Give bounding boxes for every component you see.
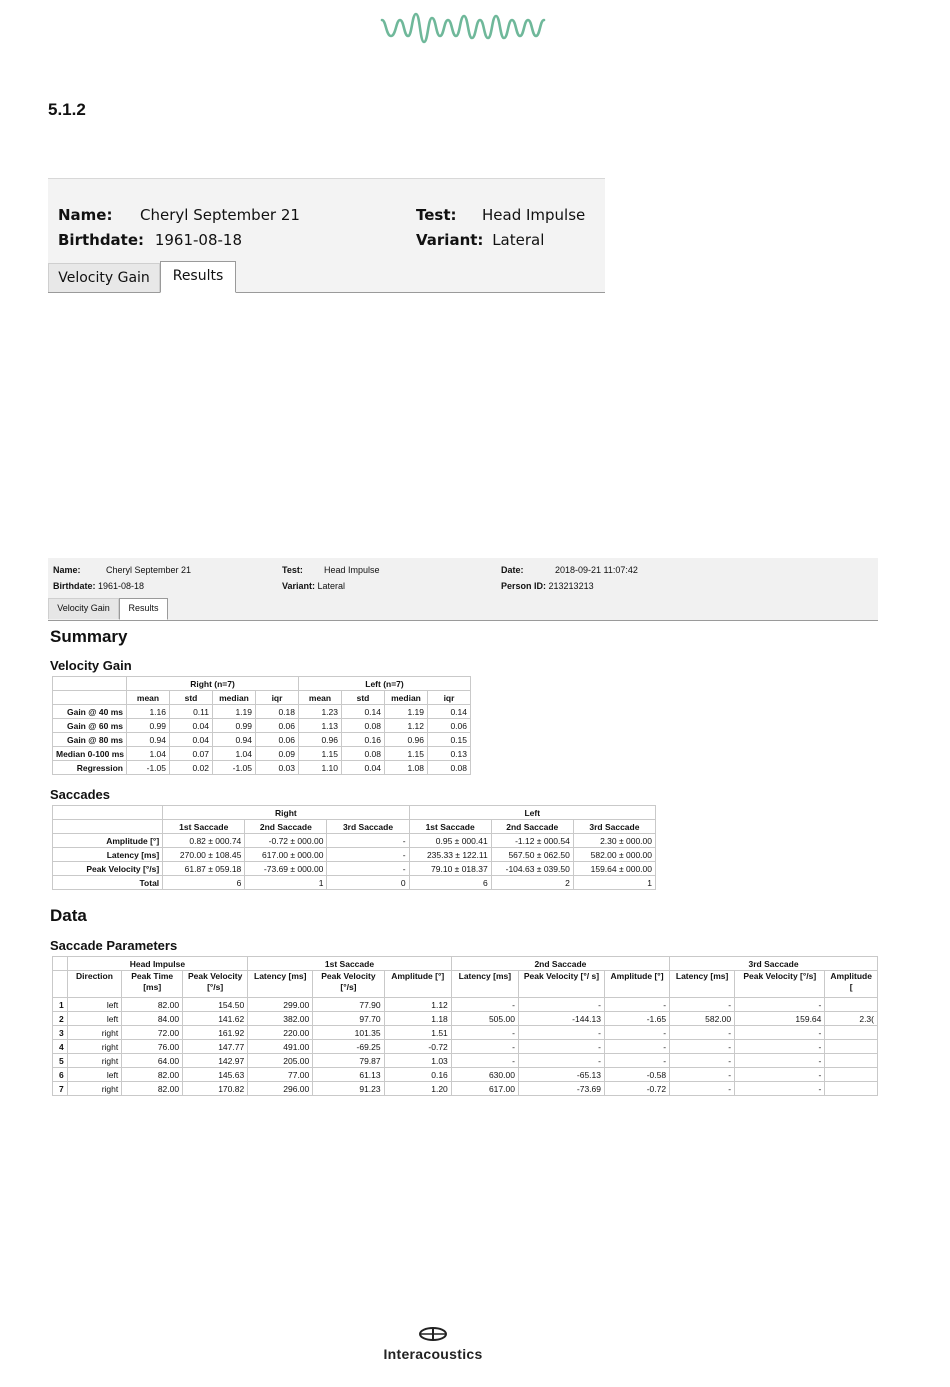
table-cell: - [735,998,825,1012]
table-cell: 270.00 ± 108.45 [163,848,245,862]
row-label: Gain @ 80 ms [53,733,127,747]
table-cell: 1.08 [385,761,428,775]
report-person-id-value: 213213213 [548,581,594,591]
table-cell: 491.00 [248,1040,313,1054]
table-cell: -73.69 [518,1082,604,1096]
column-header: mean [299,691,342,705]
table-cell: 1.19 [213,705,256,719]
table-cell: 0.07 [170,747,213,761]
table-cell: 0.94 [213,733,256,747]
table-cell: - [451,1026,518,1040]
table-cell [825,998,878,1012]
column-header: Latency [ms] [451,971,518,998]
waveform-logo-icon [380,8,546,44]
table-row [53,862,656,876]
table-row [53,705,471,719]
row-label: Peak Velocity [°/s] [53,862,163,876]
table-cell: 1.15 [299,747,342,761]
table-cell: 0.14 [428,705,471,719]
table-cell: 630.00 [451,1068,518,1082]
table-cell: 0.04 [342,761,385,775]
column-header: std [170,691,213,705]
section-number: 5.1.2 [48,100,86,119]
table-cell: 161.92 [183,1026,248,1040]
report-test-value: Head Impulse [324,565,380,575]
table-cell: 6 [163,876,245,890]
group-header: Head Impulse [67,957,248,971]
report-name-value: Cheryl September 21 [106,565,192,575]
group-header: 2nd Saccade [451,957,669,971]
table-cell: 145.63 [183,1068,248,1082]
group-header: 1st Saccade [248,957,452,971]
table-cell: 72.00 [122,1026,183,1040]
table-cell: -0.72 [605,1082,670,1096]
table-cell: - [327,862,409,876]
table-cell: 0.08 [342,747,385,761]
table-cell: - [518,1054,604,1068]
table-cell: 141.62 [183,1012,248,1026]
table-cell [825,1054,878,1068]
table-cell: right [67,1026,122,1040]
table-cell: 0.08 [342,719,385,733]
table-cell: 0 [327,876,409,890]
group-header: Right (n=7) [127,677,299,691]
name-value: Cheryl September 21 [140,206,300,224]
variant-label: Variant: [416,231,484,249]
table-cell: 299.00 [248,998,313,1012]
table-cell: 0.11 [170,705,213,719]
report-date-label: Date: [501,565,524,575]
report-variant-label: Variant: [282,581,316,591]
table-cell: 154.50 [183,998,248,1012]
table-cell: 91.23 [313,1082,384,1096]
table-cell: 205.00 [248,1054,313,1068]
table-cell: 61.13 [313,1068,384,1082]
table-cell: 76.00 [122,1040,183,1054]
table-cell: 159.64 [735,1012,825,1026]
table-cell: 1.03 [384,1054,451,1068]
patient-header-panel [48,178,605,293]
corner-cell [53,806,163,820]
table-cell: 1.13 [299,719,342,733]
report-test-label: Test: [282,565,303,575]
corner-cell [53,820,163,834]
row-number: 6 [53,1068,68,1082]
table-cell: - [451,998,518,1012]
table-cell: right [67,1054,122,1068]
column-header: 3rd Saccade [327,820,409,834]
table-cell: 77.90 [313,998,384,1012]
table-cell: 0.09 [256,747,299,761]
table-cell: 1.20 [384,1082,451,1096]
table-cell [825,1040,878,1054]
group-header: Left [409,806,655,820]
table-cell: 617.00 ± 000.00 [245,848,327,862]
table-cell: 64.00 [122,1054,183,1068]
table-cell: -1.65 [605,1012,670,1026]
table-cell: 79.10 ± 018.37 [409,862,491,876]
table-cell: 1.23 [299,705,342,719]
row-number: 5 [53,1054,68,1068]
data-title: Data [50,906,87,925]
row-label: Total [53,876,163,890]
table-cell: -144.13 [518,1012,604,1026]
table-row [53,876,656,890]
table-cell: left [67,998,122,1012]
table-cell: - [518,998,604,1012]
column-header: 1st Saccade [409,820,491,834]
group-header: 3rd Saccade [670,957,878,971]
table-cell: - [327,848,409,862]
table-row [53,747,471,761]
saccades-title: Saccades [50,787,110,802]
column-header: 3rd Saccade [573,820,655,834]
table-cell: 0.03 [256,761,299,775]
column-header: Peak Velocity [°/s] [735,971,825,998]
table-cell: 2.3( [825,1012,878,1026]
saccade-parameters-table [52,956,878,1096]
interacoustics-logo-icon [418,1327,448,1341]
table-cell: 1 [245,876,327,890]
table-row [53,761,471,775]
test-value: Head Impulse [482,206,586,224]
column-header: Latency [ms] [248,971,313,998]
table-cell: 0.99 [213,719,256,733]
table-cell: 0.16 [384,1068,451,1082]
table-cell: - [735,1026,825,1040]
column-header: iqr [428,691,471,705]
table-cell: 1.12 [385,719,428,733]
table-cell: 101.35 [313,1026,384,1040]
table-cell: -0.72 ± 000.00 [245,834,327,848]
table-row [53,1012,878,1026]
table-cell: 505.00 [451,1012,518,1026]
table-cell: 567.50 ± 062.50 [491,848,573,862]
table-row [53,848,656,862]
velocity-gain-title: Velocity Gain [50,658,132,673]
table-cell: - [451,1040,518,1054]
table-cell: 582.00 ± 000.00 [573,848,655,862]
velocity-gain-table [52,676,471,775]
group-header: Right [163,806,409,820]
report-birthdate-value: 1961-08-18 [98,581,145,591]
row-label: Regression [53,761,127,775]
table-row [53,1082,878,1096]
name-label: Name: [58,206,113,224]
row-number: 1 [53,998,68,1012]
table-cell: 1.16 [127,705,170,719]
table-cell: - [670,1040,735,1054]
column-header: Direction [67,971,122,998]
table-cell: - [735,1040,825,1054]
table-cell: 0.06 [428,719,471,733]
table-cell: - [670,998,735,1012]
table-row [53,719,471,733]
table-row [53,1068,878,1082]
table-cell: 0.08 [428,761,471,775]
table-cell: - [670,1054,735,1068]
table-cell: 0.95 ± 000.41 [409,834,491,848]
report-birthdate-label: Birthdate: [53,581,96,591]
table-cell: - [605,998,670,1012]
column-header: Peak Velocity [°/s] [183,971,248,998]
table-cell: 0.04 [170,733,213,747]
column-header: Peak Velocity [°/ s] [518,971,604,998]
table-cell: 0.13 [428,747,471,761]
report-tab-velocity-gain[interactable]: Velocity Gain [48,598,119,619]
table-cell: - [518,1040,604,1054]
report-variant-value: Lateral [317,581,346,591]
table-cell: - [605,1054,670,1068]
corner-cell [53,691,127,705]
table-cell: 6 [409,876,491,890]
test-label: Test: [416,206,457,224]
column-header: Peak Time [ms] [122,971,183,998]
table-cell: - [451,1054,518,1068]
table-cell: 1.04 [213,747,256,761]
table-cell: -104.63 ± 039.50 [491,862,573,876]
footer-brand-name: Interacoustics [383,1346,483,1362]
table-cell: 0.04 [170,719,213,733]
column-header: 2nd Saccade [491,820,573,834]
table-cell: 0.15 [428,733,471,747]
results-report [48,558,878,1098]
row-label: Median 0-100 ms [53,747,127,761]
table-cell: 84.00 [122,1012,183,1026]
table-cell: 617.00 [451,1082,518,1096]
table-cell: -1.05 [127,761,170,775]
corner-cell [53,957,68,971]
variant-value: Lateral [492,231,545,249]
corner-cell [53,971,68,998]
table-cell: 0.96 [299,733,342,747]
table-cell: 0.06 [256,719,299,733]
column-header: Latency [ms] [670,971,735,998]
table-cell: -0.72 [384,1040,451,1054]
table-cell: 0.16 [342,733,385,747]
table-cell: 0.02 [170,761,213,775]
row-label: Gain @ 40 ms [53,705,127,719]
table-cell: - [735,1082,825,1096]
table-cell: 82.00 [122,1082,183,1096]
table-cell: 382.00 [248,1012,313,1026]
table-cell: 220.00 [248,1026,313,1040]
table-cell: - [670,1026,735,1040]
summary-title: Summary [50,627,128,646]
column-header: Amplitude [ [825,971,878,998]
table-cell: 79.87 [313,1054,384,1068]
group-header: Left (n=7) [299,677,471,691]
row-number: 7 [53,1082,68,1096]
table-cell: 1.15 [385,747,428,761]
row-number: 3 [53,1026,68,1040]
column-header: median [213,691,256,705]
table-cell: 296.00 [248,1082,313,1096]
table-cell: 0.06 [256,733,299,747]
table-row [53,1040,878,1054]
column-header: Amplitude [°] [384,971,451,998]
corner-cell [53,677,127,691]
table-cell: 235.33 ± 122.11 [409,848,491,862]
table-cell: 77.00 [248,1068,313,1082]
saccade-parameters-title: Saccade Parameters [50,938,178,953]
column-header: 2nd Saccade [245,820,327,834]
table-cell: 0.18 [256,705,299,719]
table-cell: left [67,1012,122,1026]
table-cell: -69.25 [313,1040,384,1054]
tab-bar [48,261,605,293]
table-cell: - [735,1068,825,1082]
column-header: mean [127,691,170,705]
table-cell [825,1068,878,1082]
table-cell: - [518,1026,604,1040]
table-cell: 142.97 [183,1054,248,1068]
table-cell: 0.96 [385,733,428,747]
table-cell: - [327,834,409,848]
table-cell: - [605,1040,670,1054]
table-cell: -1.05 [213,761,256,775]
table-row [53,1026,878,1040]
saccades-table [52,805,656,890]
birthdate-label: Birthdate: [58,231,145,249]
table-cell: 1.04 [127,747,170,761]
table-cell: - [670,1068,735,1082]
table-cell: 1.12 [384,998,451,1012]
table-row [53,998,878,1012]
table-cell: 97.70 [313,1012,384,1026]
table-cell: 1.18 [384,1012,451,1026]
table-row [53,1054,878,1068]
column-header: Amplitude [°] [605,971,670,998]
table-cell: 0.99 [127,719,170,733]
column-header: iqr [256,691,299,705]
table-cell: - [735,1054,825,1068]
table-cell [825,1082,878,1096]
report-date-value: 2018-09-21 11:07:42 [555,565,638,575]
row-label: Amplitude [°] [53,834,163,848]
table-cell: 582.00 [670,1012,735,1026]
table-cell: - [605,1026,670,1040]
column-header: std [342,691,385,705]
table-cell: 0.94 [127,733,170,747]
footer-brand [368,1327,498,1361]
table-cell: 1.19 [385,705,428,719]
column-header: 1st Saccade [163,820,245,834]
table-cell: - [670,1082,735,1096]
table-cell: -73.69 ± 000.00 [245,862,327,876]
table-cell: 159.64 ± 000.00 [573,862,655,876]
table-cell: -1.12 ± 000.54 [491,834,573,848]
birthdate-value: 1961-08-18 [154,231,242,249]
table-cell: 0.82 ± 000.74 [163,834,245,848]
row-number: 2 [53,1012,68,1026]
table-cell: 2.30 ± 000.00 [573,834,655,848]
row-label: Latency [ms] [53,848,163,862]
table-cell: 147.77 [183,1040,248,1054]
tab-results[interactable]: Results [160,261,236,293]
table-cell: 1 [573,876,655,890]
table-cell: 82.00 [122,998,183,1012]
report-tab-results[interactable]: Results [119,598,168,620]
table-cell: 0.14 [342,705,385,719]
table-cell: 1.10 [299,761,342,775]
column-header: Peak Velocity [°/s] [313,971,384,998]
row-label: Gain @ 60 ms [53,719,127,733]
table-cell: right [67,1082,122,1096]
table-cell: 170.82 [183,1082,248,1096]
table-cell: 2 [491,876,573,890]
table-cell [825,1026,878,1040]
row-number: 4 [53,1040,68,1054]
table-row [53,834,656,848]
report-header [48,558,878,621]
table-cell: 61.87 ± 059.18 [163,862,245,876]
table-cell: 82.00 [122,1068,183,1082]
table-cell: -0.58 [605,1068,670,1082]
report-name-label: Name: [53,565,81,575]
table-cell: 1.51 [384,1026,451,1040]
report-person-id-label: Person ID: [501,581,547,591]
table-cell: -65.13 [518,1068,604,1082]
table-cell: right [67,1040,122,1054]
table-row [53,733,471,747]
tab-velocity-gain[interactable]: Velocity Gain [48,263,160,292]
table-cell: left [67,1068,122,1082]
column-header: median [385,691,428,705]
